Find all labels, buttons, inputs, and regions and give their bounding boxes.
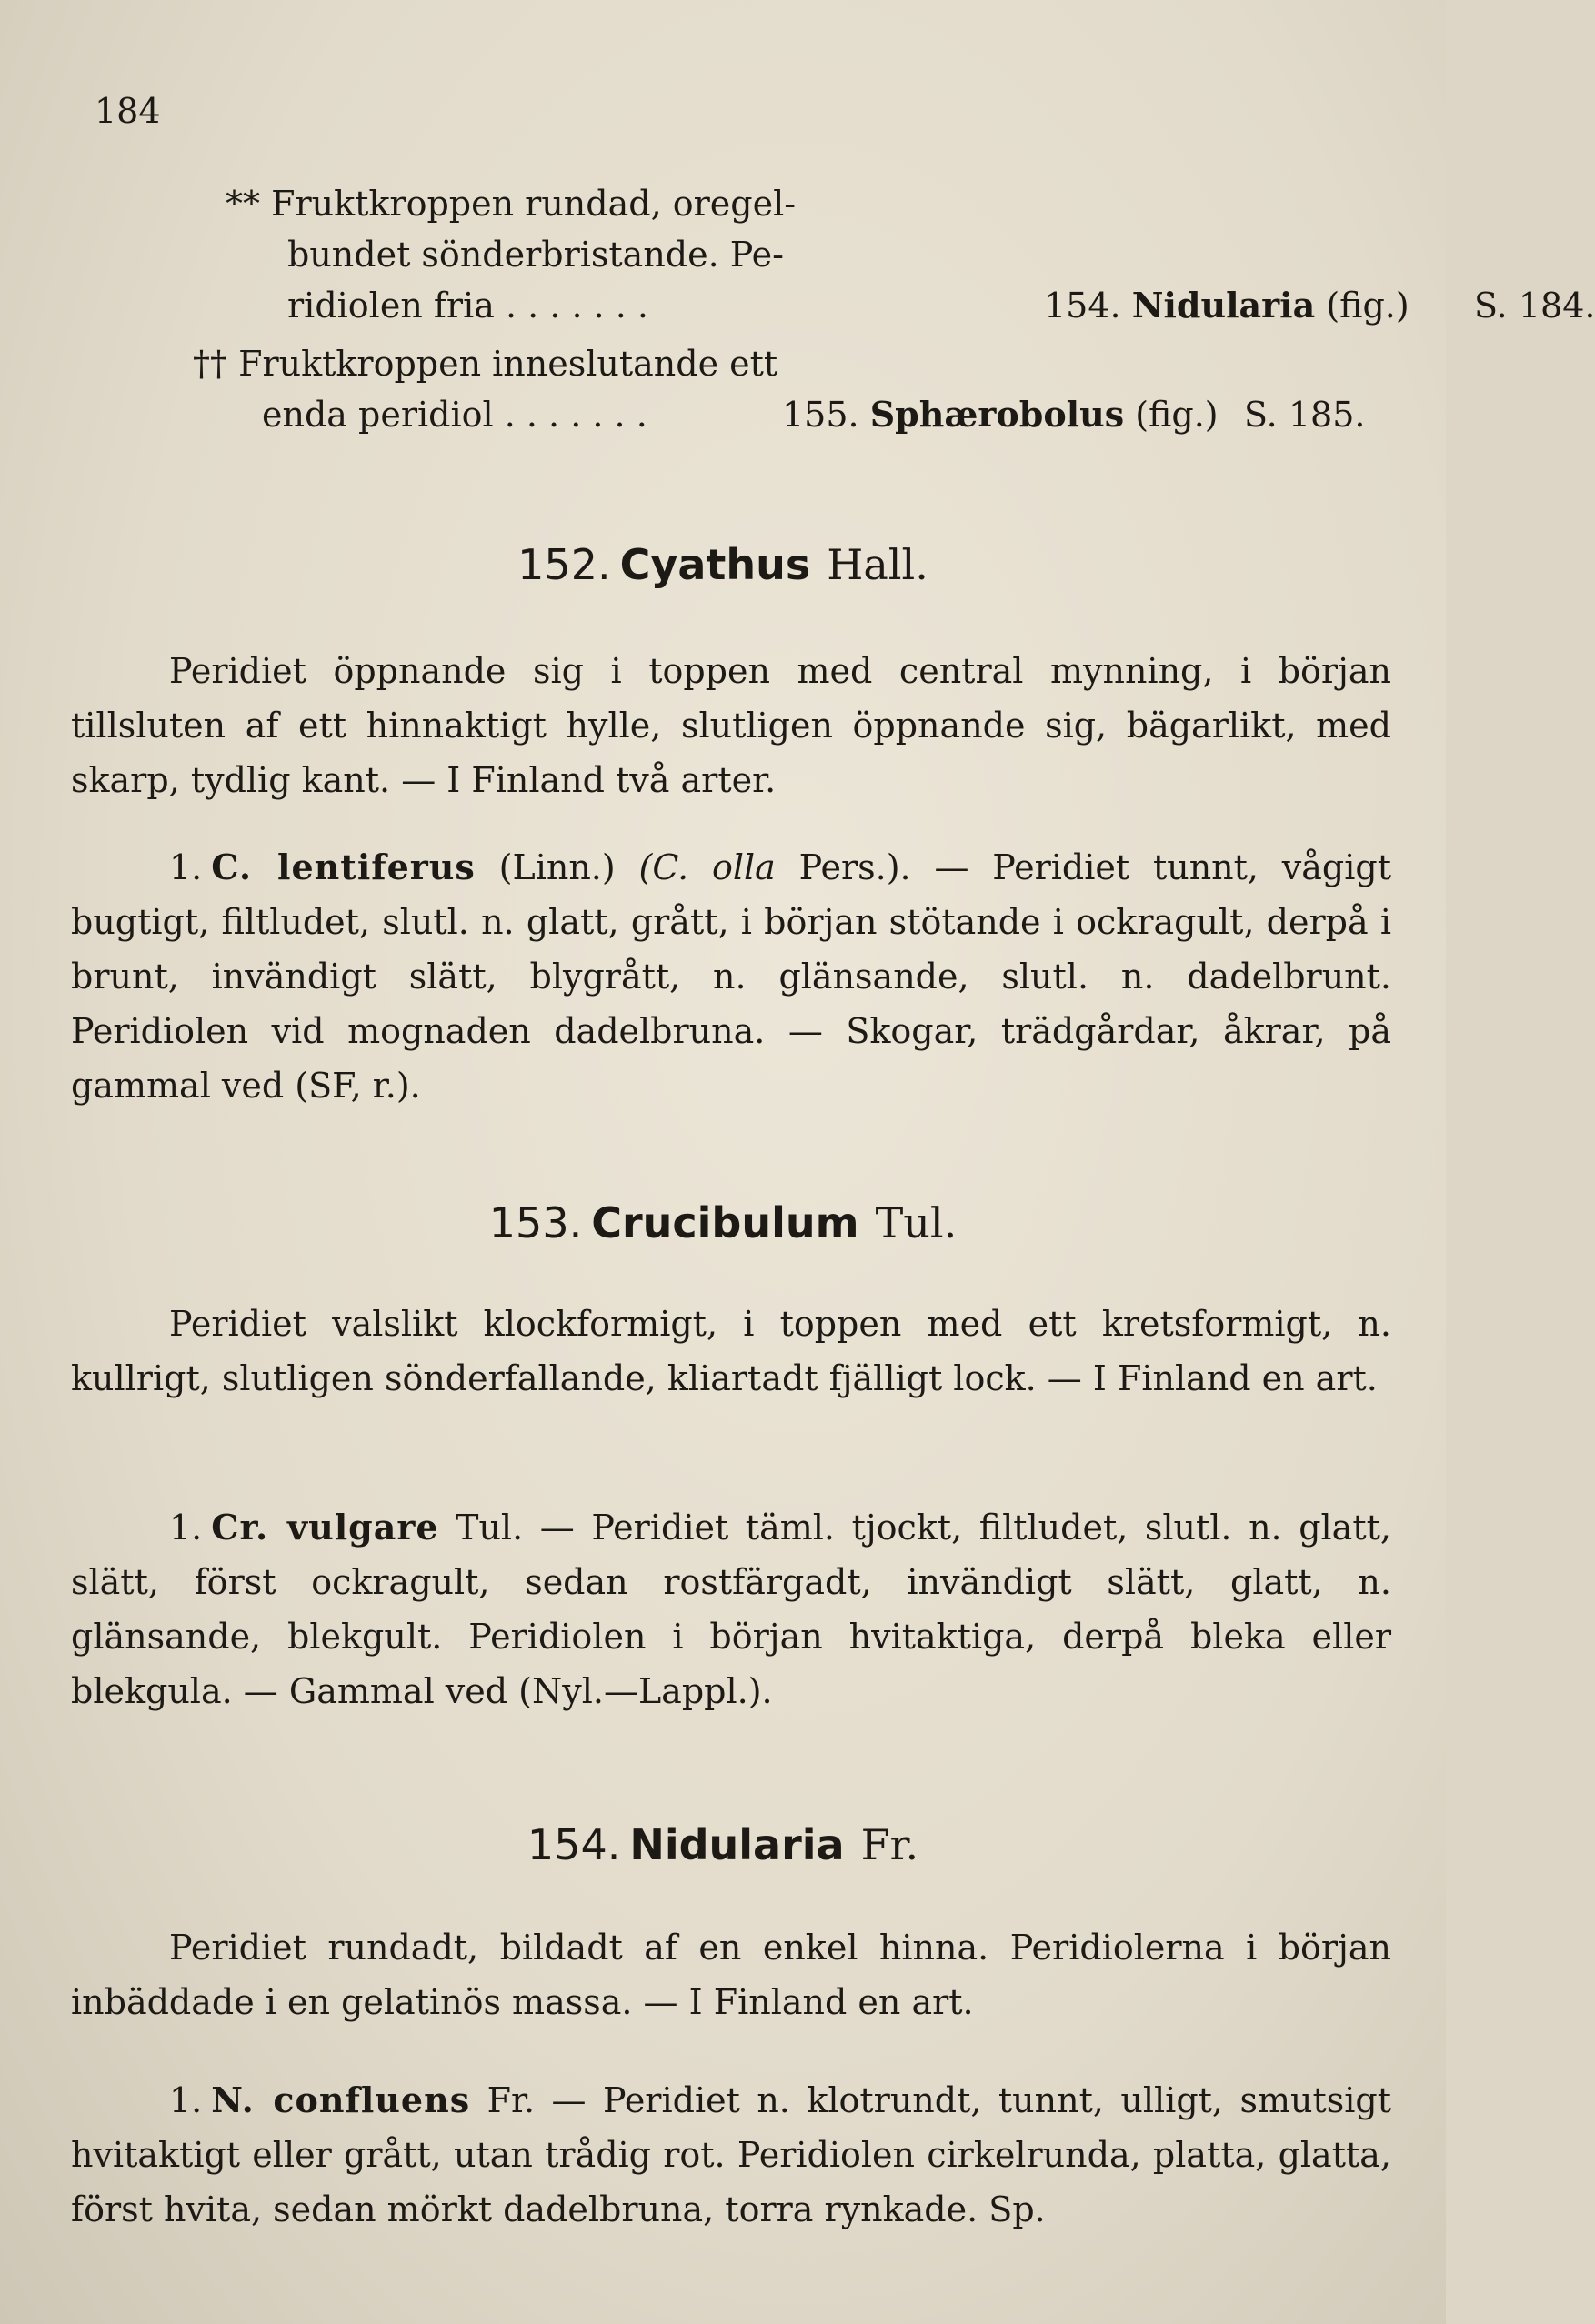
page-number: 184 [95,91,161,131]
species-entry [71,2073,1391,2237]
species-number: 1. [169,1508,203,1548]
species-name: N. confluens [211,2079,471,2120]
genus-name: Cyathus [619,540,811,589]
species-number: 1. [169,2080,203,2120]
key-genus: Nidularia [1131,285,1316,326]
synonym: (C. olla [638,847,776,887]
key-line: Fruktkroppen inneslutande ett [238,344,778,384]
genus-author: Hall. [827,540,928,589]
section-number: 153. [488,1198,583,1247]
genus-author: Tul. [875,1198,958,1247]
key-line: ridiolen fria . . . . . . . [287,285,649,326]
section-number: 154. [527,1820,621,1869]
species-entry [71,1500,1391,1718]
key-ref: 154. [1044,285,1121,326]
species-text: — Peridiet n. klotrundt, tunnt, ulligt, smutsigt hvitaktigt eller grått, utan trådig rot. Peridiolen cirkelrunda, platta, glatta, först hvita, sedan mörkt dadelbruna, torra rynkade. Sp. [71,2080,1391,2229]
genus-author: Fr. [860,1820,919,1869]
key-ref: 155. [782,395,859,435]
section-heading [0,1198,1446,1247]
genus-description: Peridiet rundadt, bildadt af en enkel hinna. Peridiolerna i början inbäddade i en gelatinös massa. — I Finland en art. [71,1928,1391,2022]
species-author: Tul. [456,1508,524,1548]
key-page-ref: S. 185. [1244,395,1366,435]
key-page-ref: S. 184. [1474,285,1595,326]
species-author: Fr. [487,2080,536,2120]
genus-name: Crucibulum [591,1198,859,1247]
section-heading [0,1820,1446,1869]
key-marker: †† [193,344,227,384]
genus-name: Nidularia [629,1820,845,1869]
key-ref-group [782,389,1219,440]
species-author: (Linn.) [498,847,616,887]
section-number: 152. [517,540,611,589]
key-genus: Sphærobolus [869,394,1125,435]
key-marker: ** [226,184,260,224]
key-line: bundet sönderbristande. Pe- [287,235,784,275]
species-text: — Peridiet täml. tjockt, filtludet, slutl. n. glatt, slätt, först ockragult, sedan rostfärgadt, invändigt slätt, glatt, n. glänsande, blekgult. Peridiolen i början hvitaktiga, derpå bleka eller blekgula. — Gammal ved (Nyl.—Lappl.). [71,1508,1391,1711]
key-line: enda peridiol . . . . . . . [262,395,647,435]
species-name: C. lentiferus [211,846,476,887]
key-entry-2 [193,338,1389,440]
genus-description: Peridiet valslikt klockformigt, i toppen med ett kretsformigt, n. kullrigt, slutligen sönderfallande, kliartadt fjälligt lock. — I Finland en art. [71,1304,1391,1398]
species-name: Cr. vulgare [211,1507,439,1548]
key-fig: (fig.) [1326,285,1409,326]
synonym-author: Pers.). [798,847,911,887]
key-line: Fruktkroppen rundad, oregel- [271,184,797,224]
section-heading [0,540,1446,589]
genus-description: Peridiet öppnande sig i toppen med central mynning, i början tillsluten af ett hinnaktigt hylle, slutligen öppnande sig, bägarlikt, med skarp, tydlig kant. — I Finland två arter. [71,651,1391,800]
key-fig: (fig.) [1135,395,1219,435]
species-text: — Peridiet tunnt, vågigt bugtigt, filtludet, slutl. n. glatt, grått, i början stötande i ockragult, derpå i brunt, invändigt slätt, blygrått, n. glänsande, slutl. n. dadelbrunt. Peridiolen vid mognaden dadelbruna. — Skogar, trädgårdar, åkrar, på gammal ved (SF, r.). [71,847,1391,1106]
species-entry [71,840,1391,1113]
species-number: 1. [169,847,203,887]
key-entry-1 [226,178,1595,331]
